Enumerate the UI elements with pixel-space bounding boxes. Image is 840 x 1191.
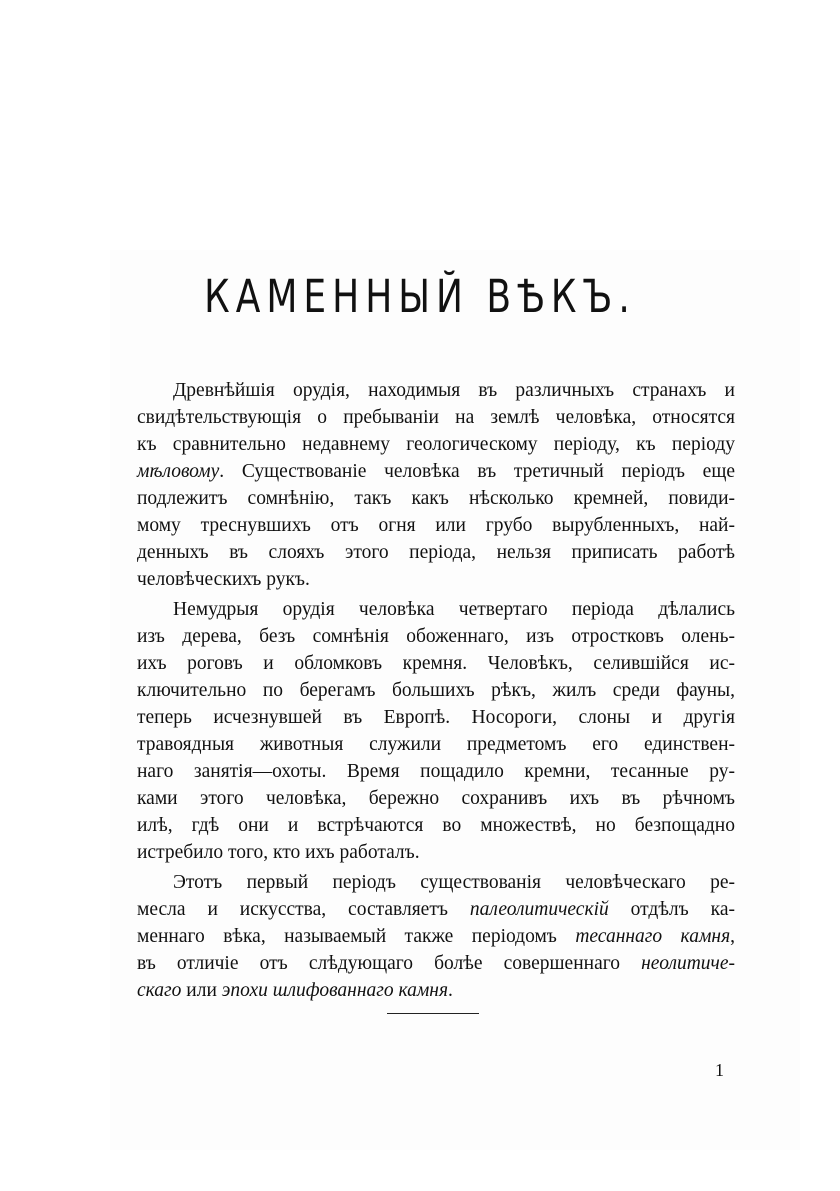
- italic-term: неолитиче-: [641, 953, 735, 974]
- text-line: [137, 923, 735, 950]
- text-run: теперь исчезнувшей въ Европѣ. Носороги, слоны и другія: [137, 707, 735, 728]
- text-run: ,: [730, 926, 736, 947]
- text-run: меннаго вѣка, называемый также періодомъ: [137, 926, 576, 947]
- text-run: отдѣлъ ка-: [608, 899, 735, 920]
- text-line: [137, 704, 735, 731]
- text-line: [137, 596, 735, 623]
- text-run: ками этого человѣка, бережно сохранивъ ихъ въ рѣчномъ: [137, 788, 735, 809]
- text-run: Этотъ первый періодъ существованія человѣческаго ре-: [173, 872, 735, 893]
- paragraph: [137, 377, 735, 593]
- section-end-rule: [387, 1013, 479, 1014]
- text-run: ключительно по берегамъ большихъ рѣкъ, жилъ среди фауны,: [137, 680, 735, 701]
- text-line: [137, 539, 735, 566]
- text-run: месла и искусства, составляетъ: [137, 899, 470, 920]
- text-line: [137, 404, 735, 431]
- text-line: [137, 812, 735, 839]
- text-line: [137, 512, 735, 539]
- text-run: Древнѣйшія орудія, находимыя въ различныхъ странахъ и: [173, 380, 735, 401]
- text-line: [137, 758, 735, 785]
- text-run: травоядныя животныя служили предметомъ его единствен-: [137, 734, 735, 755]
- text-run: наго занятія—охоты. Время пощадило кремни, тесанные ру-: [137, 761, 735, 782]
- text-line: [137, 431, 735, 458]
- italic-term: мѣловому: [137, 461, 220, 482]
- text-line: [137, 785, 735, 812]
- text-line: [137, 839, 735, 866]
- text-run: или: [181, 980, 222, 1001]
- paragraph: [137, 596, 735, 866]
- italic-term: тесаннаго камня: [575, 926, 731, 947]
- italic-term: эпохи шлифованнаго камня: [221, 980, 449, 1001]
- text-line: [137, 731, 735, 758]
- text-run: истребило того, кто ихъ работалъ.: [137, 842, 420, 863]
- text-run: человѣческихъ рукъ.: [137, 569, 310, 590]
- text-run: подлежитъ сомнѣнію, такъ какъ нѣсколько кремней, повиди-: [137, 488, 735, 509]
- text-run: изъ дерева, безъ сомнѣнія обоженнаго, изъ отростковъ олень-: [137, 626, 735, 647]
- text-line: [137, 650, 735, 677]
- text-line: [137, 458, 735, 485]
- page-number: 1: [715, 1060, 724, 1080]
- text-line: [137, 485, 735, 512]
- text-line: [137, 896, 735, 923]
- italic-term: палеолитическій: [469, 899, 609, 920]
- text-run: свидѣтельствующія о пребываніи на землѣ человѣка, относятся: [137, 407, 735, 428]
- text-line: [137, 677, 735, 704]
- text-line: [137, 869, 735, 896]
- paragraph: [137, 869, 735, 1004]
- text-run: илѣ, гдѣ они и встрѣчаются во множествѣ, но безпощадно: [137, 815, 735, 836]
- text-line: [137, 566, 735, 593]
- text-run: .: [448, 980, 453, 1001]
- text-line: [137, 377, 735, 404]
- italic-term: скаго: [137, 980, 182, 1001]
- text-run: денныхъ въ слояхъ этого періода, нельзя приписать работѣ: [137, 542, 735, 563]
- chapter-title: КАМЕННЫЙ ВѢКЪ.: [204, 271, 636, 323]
- text-line: [137, 950, 735, 977]
- text-run: къ сравнительно недавнему геологическому періоду, къ періоду: [137, 434, 735, 455]
- text-run: . Существованіе человѣка въ третичный періодъ еще: [219, 461, 735, 482]
- chapter-body: [137, 377, 735, 1004]
- text-run: ихъ роговъ и обломковъ кремня. Человѣкъ, селившійся ис-: [137, 653, 735, 674]
- text-run: Немудрыя орудія человѣка четвертаго періода дѣлались: [173, 599, 735, 620]
- text-run: въ отличіе отъ слѣдующаго болѣе совершеннаго: [137, 953, 642, 974]
- text-run: мому треснувшихъ отъ огня или грубо вырубленныхъ, най-: [137, 515, 735, 536]
- text-line: [137, 977, 735, 1004]
- text-line: [137, 623, 735, 650]
